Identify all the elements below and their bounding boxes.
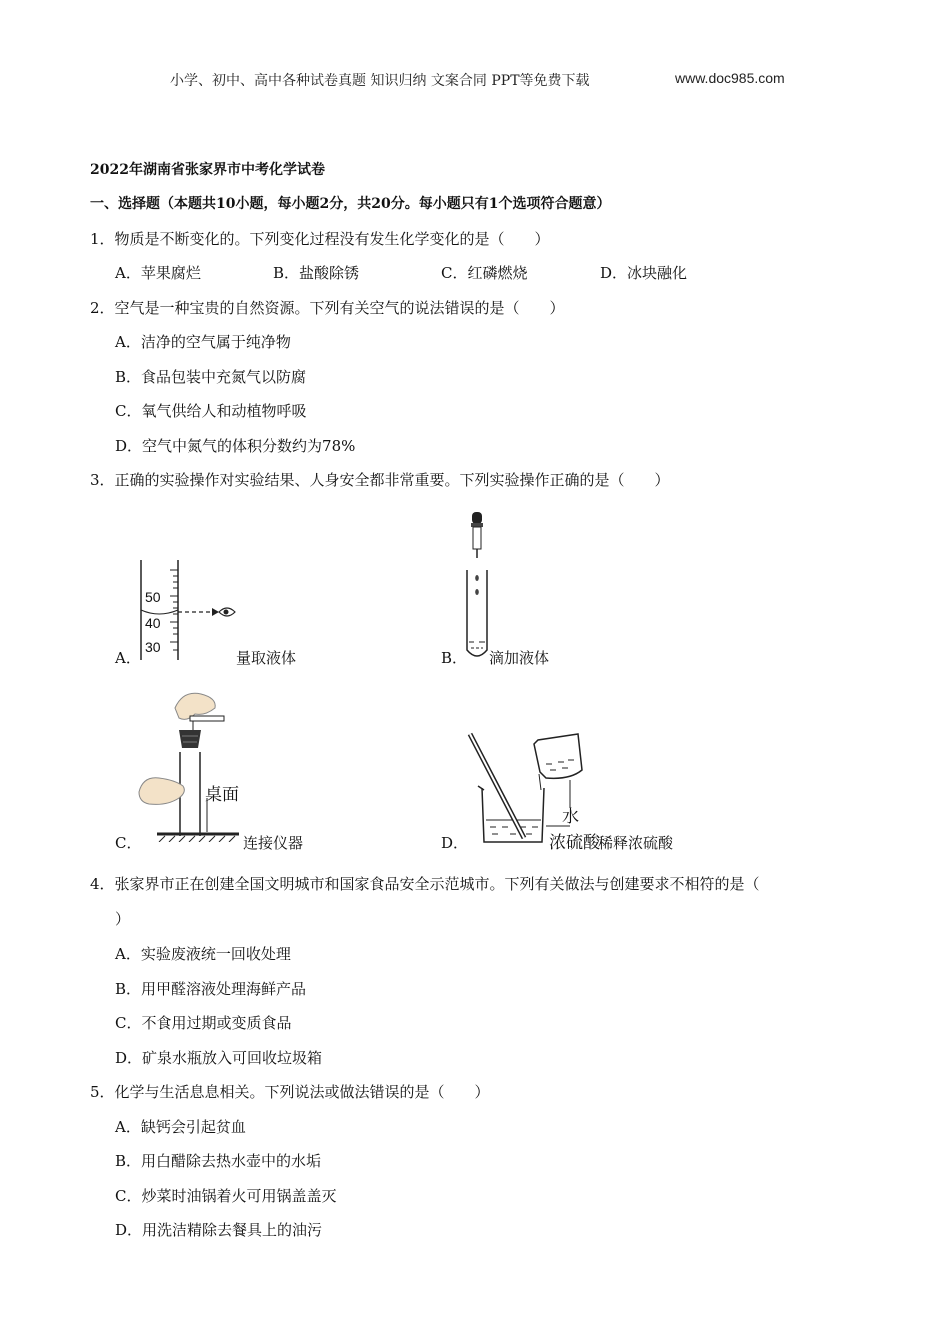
option-c: C．不食用过期或变质食品 [115, 1014, 292, 1032]
figure-d-caption: 稀释浓硫酸 [598, 834, 674, 852]
figure-c-caption: 连接仪器 [243, 834, 304, 852]
site-header-text: 小学、初中、高中各种试卷真题 知识归纳 文案合同 PPT等免费下载 [170, 73, 590, 89]
figure-a-caption: 量取液体 [236, 649, 297, 667]
figure-b-letter: B． [441, 649, 468, 667]
option-b: B．盐酸除锈 [273, 264, 360, 282]
table-label: 桌面 [205, 785, 239, 804]
option-d: D．冰块融化 [600, 264, 688, 282]
figure-c-letter: C． [115, 834, 142, 852]
option-d: D．空气中氮气的体积分数约为78% [115, 437, 356, 455]
option-a: A．洁净的空气属于纯净物 [115, 333, 291, 351]
question-stem-continued: ） [115, 910, 131, 928]
option-c: C．氧气供给人和动植物呼吸 [115, 402, 307, 420]
dropper-test-tube-figure [462, 510, 492, 666]
section-heading: 一、选择题（本题共10小题，每小题2分，共20分。每小题只有1个选项符合题意） [90, 196, 611, 212]
figure-d-letter: D． [441, 834, 469, 852]
exam-title: 2022年湖南省张家界市中考化学试卷 [90, 162, 325, 178]
option-d: D．用洗洁精除去餐具上的油污 [115, 1221, 323, 1239]
option-c: C．炒菜时油锅着火可用锅盖盖灭 [115, 1187, 337, 1205]
option-a: A．实验废液统一回收处理 [115, 945, 291, 963]
question-stem: 5．化学与生活息息相关。下列说法或做法错误的是（ ） [90, 1083, 490, 1101]
figure-a-letter: A． [115, 649, 141, 667]
question-stem: 3．正确的实验操作对实验结果、人身安全都非常重要。下列实验操作正确的是（ ） [90, 471, 670, 489]
figure-b-caption: 滴加液体 [489, 649, 550, 667]
option-b: B．用甲醛溶液处理海鲜产品 [115, 980, 307, 998]
scale-label-50: 50 [145, 589, 161, 605]
water-label: 水 [562, 807, 579, 826]
option-a: A．苹果腐烂 [115, 264, 201, 282]
site-header-url[interactable]: www.doc985.com [675, 70, 785, 86]
option-b: B．食品包装中充氮气以防腐 [115, 368, 307, 386]
connect-apparatus-figure [135, 686, 240, 842]
option-d: D．矿泉水瓶放入可回收垃圾箱 [115, 1049, 323, 1067]
question-stem: 2．空气是一种宝贵的自然资源。下列有关空气的说法错误的是（ ） [90, 299, 565, 317]
scale-label-40: 40 [145, 615, 161, 631]
option-a: A．缺钙会引起贫血 [115, 1118, 246, 1136]
question-stem: 4．张家界市正在创建全国文明城市和国家食品安全示范城市。下列有关做法与创建要求不相符的是（ [90, 875, 760, 893]
option-c: C．红磷燃烧 [441, 264, 528, 282]
question-stem: 1．物质是不断变化的。下列变化过程没有发生化学变化的是（ ） [90, 230, 550, 248]
option-b: B．用白醋除去热水壶中的水垢 [115, 1152, 322, 1170]
scale-label-30: 30 [145, 639, 161, 655]
acid-label: 浓硫酸 [549, 833, 600, 852]
